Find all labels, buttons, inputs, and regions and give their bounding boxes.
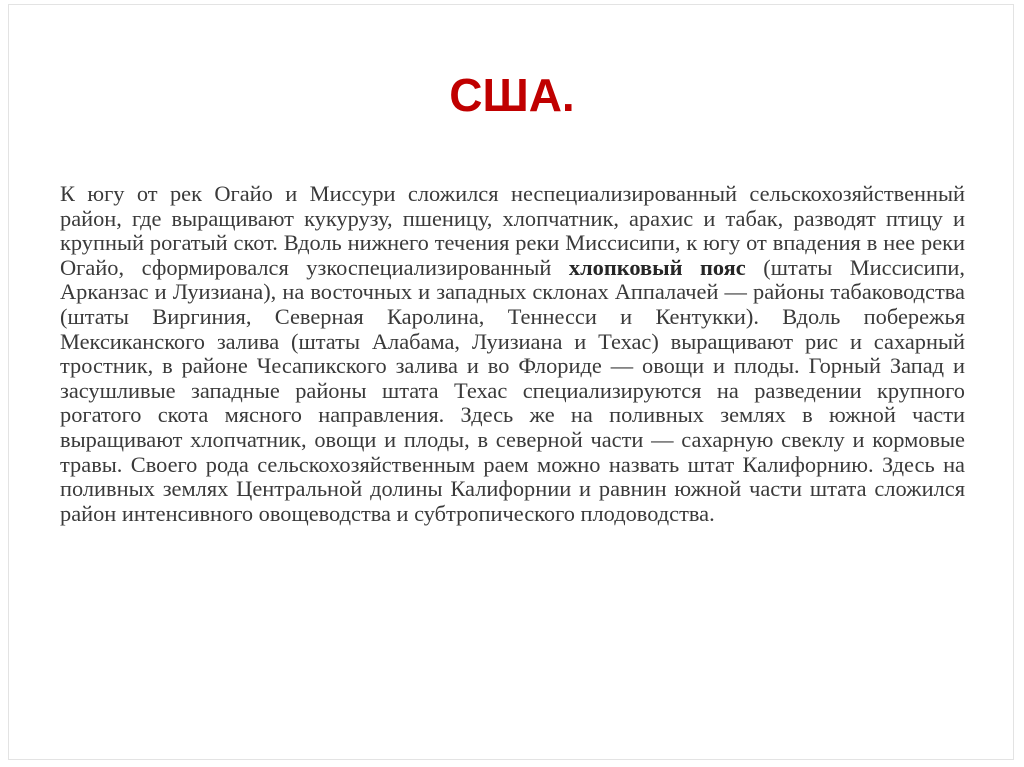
body-paragraph [60, 182, 965, 526]
slide-title: США. [449, 69, 575, 121]
paragraph-text-part-2: (штаты Миссисипи, Арканзас и Луизиана), на восточных и западных склонах Аппалачей — районы табаководства (штаты Виргиния, Северная Каролина, Теннесси и Кентукки). Вдоль побережья Мексиканского залива (штаты Алабама, Луизиана и Техас) выращивают рис и сахарный тростник, в районе Чесапикского залива и во Флориде — овощи и плоды. Горный Запад и засушливые западные районы штата Техас специализируются на разведении крупного рогатого скота мясного направления. Здесь же на поливных землях в южной части выращивают хлопчатник, овощи и плоды, в северной части — сахарную свеклу и кормовые травы. Своего рода сельскохозяйственным раем можно назвать штат Калифорнию. Здесь на поливных землях Центральной долины Калифорнии и равнин южной части штата сложился район интенсивного овощеводства и субтропического плодоводства. [60, 254, 966, 526]
emphasis-cotton-belt: хлопковый пояс [568, 254, 746, 280]
paragraph-text-part-1: К югу от рек Огайо и Миссури сложился неспециализированный сельскохозяйственный район, где выращивают кукурузу, пшеницу, хлопчатник, арахис и табак, разводят птицу и крупный рогатый скот. Вдоль нижнего течения реки Миссисипи, к югу от впадения в нее реки Огайо, сформировался узкоспециализированный [60, 181, 965, 280]
